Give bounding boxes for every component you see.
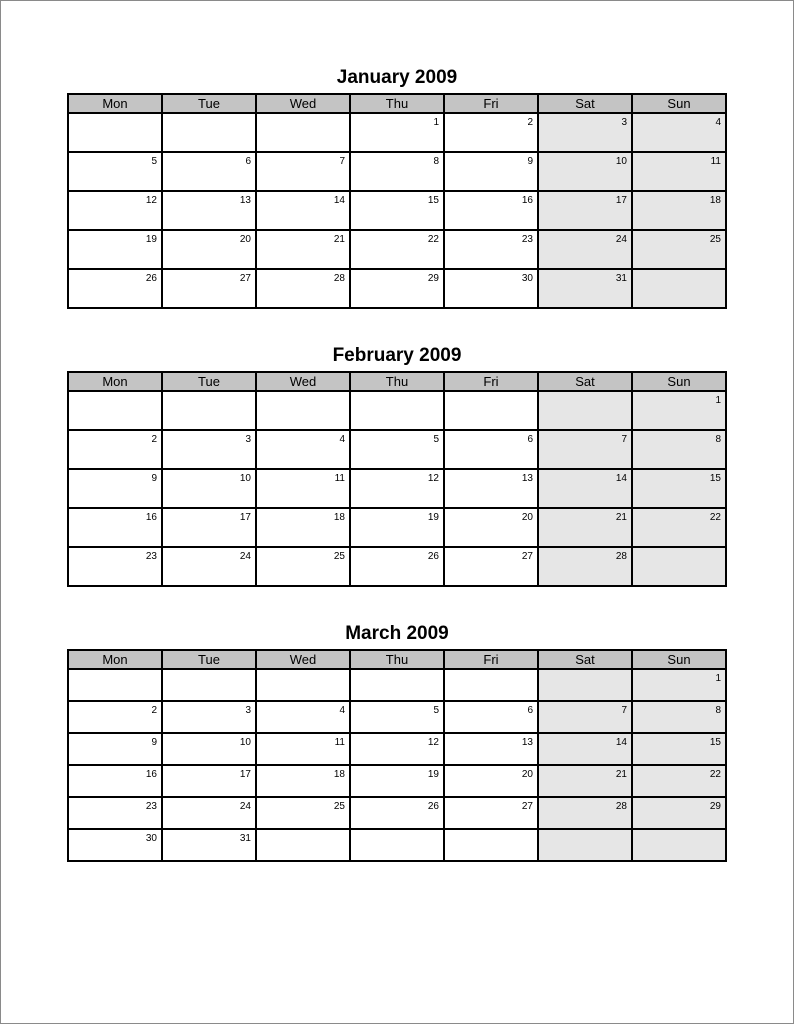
week-row bbox=[68, 230, 726, 269]
weekday-header: Tue bbox=[162, 372, 256, 391]
day-number: 24 bbox=[239, 801, 251, 812]
day-number: 17 bbox=[239, 512, 251, 523]
day-number: 12 bbox=[145, 195, 157, 206]
day-cell bbox=[256, 669, 350, 701]
week-row bbox=[68, 152, 726, 191]
day-number: 26 bbox=[427, 801, 439, 812]
day-cell bbox=[256, 508, 350, 547]
day-cell bbox=[256, 152, 350, 191]
week-row bbox=[68, 191, 726, 230]
day-number: 6 bbox=[245, 156, 251, 167]
day-cell bbox=[350, 733, 444, 765]
day-cell bbox=[256, 765, 350, 797]
day-number: 23 bbox=[145, 551, 157, 562]
day-cell bbox=[68, 269, 162, 308]
day-cell bbox=[162, 152, 256, 191]
day-number: 4 bbox=[715, 117, 721, 128]
day-cell bbox=[68, 733, 162, 765]
day-number bbox=[539, 830, 631, 833]
month-grid bbox=[67, 93, 727, 309]
day-number: 11 bbox=[334, 473, 345, 484]
day-cell bbox=[256, 733, 350, 765]
day-cell bbox=[68, 797, 162, 829]
day-number: 9 bbox=[151, 737, 157, 748]
day-number bbox=[257, 670, 349, 673]
day-number bbox=[633, 548, 725, 551]
day-cell bbox=[350, 269, 444, 308]
weekday-header: Fri bbox=[444, 94, 538, 113]
day-number: 22 bbox=[709, 512, 721, 523]
day-cell bbox=[256, 547, 350, 586]
day-cell bbox=[162, 701, 256, 733]
day-number: 3 bbox=[621, 117, 627, 128]
day-number bbox=[633, 830, 725, 833]
weekend-day-cell bbox=[632, 829, 726, 861]
week-row bbox=[68, 430, 726, 469]
weekday-header: Tue bbox=[162, 650, 256, 669]
day-number: 4 bbox=[339, 705, 345, 716]
day-number: 15 bbox=[427, 195, 439, 206]
week-row bbox=[68, 669, 726, 701]
day-number: 21 bbox=[615, 512, 627, 523]
week-row bbox=[68, 765, 726, 797]
month-title: February 2009 bbox=[332, 345, 462, 366]
day-number: 23 bbox=[521, 234, 533, 245]
day-number: 9 bbox=[151, 473, 157, 484]
day-number: 13 bbox=[239, 195, 251, 206]
weekend-day-cell bbox=[632, 269, 726, 308]
weekend-day-cell bbox=[538, 797, 632, 829]
day-number: 9 bbox=[527, 156, 533, 167]
month-title: January 2009 bbox=[336, 67, 458, 88]
weekday-header: Mon bbox=[68, 372, 162, 391]
day-number: 1 bbox=[715, 395, 721, 406]
month-grid bbox=[67, 371, 727, 587]
weekend-day-cell bbox=[632, 669, 726, 701]
day-cell bbox=[444, 391, 538, 430]
weekend-day-cell bbox=[538, 269, 632, 308]
day-cell bbox=[68, 508, 162, 547]
month-march bbox=[67, 619, 727, 862]
day-number: 16 bbox=[521, 195, 533, 206]
day-cell bbox=[256, 469, 350, 508]
day-cell bbox=[256, 191, 350, 230]
day-number bbox=[163, 670, 255, 673]
day-cell bbox=[444, 269, 538, 308]
day-number bbox=[257, 392, 349, 395]
day-cell bbox=[68, 191, 162, 230]
day-cell bbox=[350, 391, 444, 430]
day-cell bbox=[68, 669, 162, 701]
day-cell bbox=[256, 797, 350, 829]
day-cell bbox=[68, 765, 162, 797]
weekday-header-row bbox=[68, 94, 726, 113]
day-cell bbox=[162, 765, 256, 797]
day-number: 20 bbox=[239, 234, 251, 245]
day-number: 22 bbox=[427, 234, 439, 245]
weekend-day-cell bbox=[538, 191, 632, 230]
day-number bbox=[351, 392, 443, 395]
weekday-header: Sun bbox=[632, 650, 726, 669]
weekday-header: Mon bbox=[68, 94, 162, 113]
day-number: 13 bbox=[521, 737, 533, 748]
weekend-day-cell bbox=[632, 765, 726, 797]
day-number: 10 bbox=[239, 737, 251, 748]
day-cell bbox=[162, 547, 256, 586]
weekday-header: Thu bbox=[350, 372, 444, 391]
week-row bbox=[68, 733, 726, 765]
day-cell bbox=[256, 113, 350, 152]
day-number: 17 bbox=[615, 195, 627, 206]
day-cell bbox=[162, 391, 256, 430]
day-number bbox=[351, 670, 443, 673]
weekend-day-cell bbox=[538, 733, 632, 765]
day-number bbox=[257, 830, 349, 833]
weekday-header: Sat bbox=[538, 94, 632, 113]
day-cell bbox=[256, 701, 350, 733]
weekday-header: Fri bbox=[444, 372, 538, 391]
day-number bbox=[69, 392, 161, 395]
day-number bbox=[69, 114, 161, 117]
day-cell bbox=[350, 701, 444, 733]
day-cell bbox=[350, 430, 444, 469]
day-number bbox=[69, 670, 161, 673]
day-cell bbox=[162, 113, 256, 152]
day-number: 13 bbox=[521, 473, 533, 484]
weekday-header-row bbox=[68, 372, 726, 391]
day-number bbox=[257, 114, 349, 117]
weekday-header: Wed bbox=[256, 372, 350, 391]
day-cell bbox=[68, 701, 162, 733]
day-number: 25 bbox=[333, 801, 345, 812]
day-number: 7 bbox=[621, 705, 627, 716]
week-row bbox=[68, 269, 726, 308]
day-cell bbox=[350, 469, 444, 508]
day-number: 18 bbox=[709, 195, 721, 206]
day-number bbox=[163, 114, 255, 117]
day-cell bbox=[256, 269, 350, 308]
weekday-header-row bbox=[68, 650, 726, 669]
day-number: 28 bbox=[615, 551, 627, 562]
day-number: 26 bbox=[427, 551, 439, 562]
weekday-header: Thu bbox=[350, 650, 444, 669]
day-number: 8 bbox=[433, 156, 439, 167]
week-row bbox=[68, 829, 726, 861]
week-row bbox=[68, 547, 726, 586]
weekend-day-cell bbox=[538, 701, 632, 733]
week-row bbox=[68, 391, 726, 430]
day-number: 7 bbox=[621, 434, 627, 445]
weekday-header: Sat bbox=[538, 650, 632, 669]
weekday-header: Tue bbox=[162, 94, 256, 113]
day-number: 5 bbox=[151, 156, 157, 167]
day-number bbox=[163, 392, 255, 395]
day-number bbox=[633, 270, 725, 273]
day-cell bbox=[162, 230, 256, 269]
day-cell bbox=[350, 797, 444, 829]
weekend-day-cell bbox=[538, 508, 632, 547]
day-cell bbox=[256, 829, 350, 861]
weekend-day-cell bbox=[632, 113, 726, 152]
weekday-header: Sat bbox=[538, 372, 632, 391]
day-cell bbox=[444, 669, 538, 701]
day-number: 10 bbox=[615, 156, 627, 167]
day-number: 24 bbox=[239, 551, 251, 562]
day-number: 2 bbox=[151, 434, 157, 445]
month-january bbox=[67, 63, 727, 309]
weekend-day-cell bbox=[538, 669, 632, 701]
weekend-day-cell bbox=[538, 829, 632, 861]
day-cell bbox=[444, 469, 538, 508]
weekend-day-cell bbox=[632, 191, 726, 230]
day-cell bbox=[350, 113, 444, 152]
day-cell bbox=[162, 797, 256, 829]
day-number: 27 bbox=[521, 551, 533, 562]
day-cell bbox=[444, 797, 538, 829]
day-number: 7 bbox=[339, 156, 345, 167]
day-number: 12 bbox=[427, 473, 439, 484]
day-number: 31 bbox=[615, 273, 627, 284]
day-number: 16 bbox=[145, 769, 157, 780]
weekday-header: Thu bbox=[350, 94, 444, 113]
day-cell bbox=[350, 669, 444, 701]
day-number: 8 bbox=[715, 434, 721, 445]
day-number: 3 bbox=[245, 705, 251, 716]
weekend-day-cell bbox=[632, 469, 726, 508]
day-number bbox=[445, 830, 537, 833]
day-number bbox=[539, 670, 631, 673]
day-number: 28 bbox=[333, 273, 345, 284]
day-cell bbox=[256, 230, 350, 269]
weekend-day-cell bbox=[632, 547, 726, 586]
day-number: 11 bbox=[334, 737, 345, 748]
day-number: 22 bbox=[709, 769, 721, 780]
weekday-header: Mon bbox=[68, 650, 162, 669]
day-cell bbox=[444, 829, 538, 861]
day-cell bbox=[350, 191, 444, 230]
day-cell bbox=[350, 547, 444, 586]
day-cell bbox=[444, 765, 538, 797]
weekend-day-cell bbox=[632, 152, 726, 191]
day-number: 3 bbox=[245, 434, 251, 445]
day-number: 16 bbox=[145, 512, 157, 523]
day-number: 14 bbox=[615, 473, 627, 484]
day-cell bbox=[162, 508, 256, 547]
day-number: 5 bbox=[433, 434, 439, 445]
day-number: 19 bbox=[427, 769, 439, 780]
day-cell bbox=[162, 269, 256, 308]
day-number: 20 bbox=[521, 512, 533, 523]
day-number: 17 bbox=[239, 769, 251, 780]
day-number: 30 bbox=[521, 273, 533, 284]
day-cell bbox=[68, 547, 162, 586]
day-number: 19 bbox=[145, 234, 157, 245]
day-number: 14 bbox=[615, 737, 627, 748]
day-cell bbox=[444, 508, 538, 547]
month-title: March 2009 bbox=[345, 623, 449, 644]
day-cell bbox=[68, 829, 162, 861]
day-cell bbox=[68, 430, 162, 469]
weekend-day-cell bbox=[538, 430, 632, 469]
day-number: 6 bbox=[527, 705, 533, 716]
weekend-day-cell bbox=[632, 391, 726, 430]
weekend-day-cell bbox=[632, 733, 726, 765]
day-cell bbox=[68, 469, 162, 508]
day-number: 1 bbox=[715, 673, 721, 684]
month-february bbox=[67, 341, 727, 587]
day-number bbox=[445, 670, 537, 673]
day-number: 21 bbox=[333, 234, 345, 245]
weekend-day-cell bbox=[632, 430, 726, 469]
month-grid bbox=[67, 649, 727, 862]
day-cell bbox=[444, 430, 538, 469]
day-cell bbox=[350, 508, 444, 547]
weekend-day-cell bbox=[538, 152, 632, 191]
day-cell bbox=[162, 191, 256, 230]
day-cell bbox=[350, 765, 444, 797]
day-cell bbox=[162, 733, 256, 765]
weekday-header: Wed bbox=[256, 94, 350, 113]
day-number: 31 bbox=[239, 833, 251, 844]
weekend-day-cell bbox=[632, 701, 726, 733]
weekend-day-cell bbox=[538, 547, 632, 586]
day-cell bbox=[162, 669, 256, 701]
day-number: 20 bbox=[521, 769, 533, 780]
weekend-day-cell bbox=[538, 765, 632, 797]
day-number bbox=[351, 830, 443, 833]
day-number: 14 bbox=[333, 195, 345, 206]
day-cell bbox=[68, 113, 162, 152]
day-number: 27 bbox=[521, 801, 533, 812]
day-cell bbox=[350, 230, 444, 269]
weekday-header: Sun bbox=[632, 372, 726, 391]
day-number: 12 bbox=[427, 737, 439, 748]
weekday-header: Fri bbox=[444, 650, 538, 669]
weekday-header: Wed bbox=[256, 650, 350, 669]
day-number: 1 bbox=[433, 117, 439, 128]
weekend-day-cell bbox=[632, 508, 726, 547]
weekend-day-cell bbox=[538, 113, 632, 152]
day-number: 15 bbox=[709, 737, 721, 748]
weekend-day-cell bbox=[538, 469, 632, 508]
day-cell bbox=[350, 152, 444, 191]
day-cell bbox=[444, 547, 538, 586]
day-number: 18 bbox=[333, 769, 345, 780]
day-cell bbox=[444, 152, 538, 191]
day-number: 2 bbox=[527, 117, 533, 128]
day-number: 27 bbox=[239, 273, 251, 284]
day-number: 29 bbox=[709, 801, 721, 812]
day-number: 6 bbox=[527, 434, 533, 445]
day-cell bbox=[444, 733, 538, 765]
week-row bbox=[68, 113, 726, 152]
weekday-header: Sun bbox=[632, 94, 726, 113]
day-number: 21 bbox=[615, 769, 627, 780]
day-cell bbox=[68, 391, 162, 430]
weekend-day-cell bbox=[538, 391, 632, 430]
day-number: 26 bbox=[145, 273, 157, 284]
day-number: 8 bbox=[715, 705, 721, 716]
day-number: 19 bbox=[427, 512, 439, 523]
week-row bbox=[68, 508, 726, 547]
day-number: 24 bbox=[615, 234, 627, 245]
day-cell bbox=[162, 469, 256, 508]
day-number: 25 bbox=[333, 551, 345, 562]
weekend-day-cell bbox=[632, 230, 726, 269]
day-number: 30 bbox=[145, 833, 157, 844]
day-number: 29 bbox=[427, 273, 439, 284]
day-cell bbox=[444, 701, 538, 733]
day-cell bbox=[444, 230, 538, 269]
weekend-day-cell bbox=[632, 797, 726, 829]
day-cell bbox=[444, 113, 538, 152]
week-row bbox=[68, 797, 726, 829]
day-number: 4 bbox=[339, 434, 345, 445]
day-number: 25 bbox=[709, 234, 721, 245]
day-cell bbox=[162, 430, 256, 469]
day-number: 11 bbox=[710, 156, 721, 167]
day-number: 10 bbox=[239, 473, 251, 484]
weekend-day-cell bbox=[538, 230, 632, 269]
week-row bbox=[68, 701, 726, 733]
day-cell bbox=[256, 430, 350, 469]
day-cell bbox=[162, 829, 256, 861]
week-row bbox=[68, 469, 726, 508]
day-number bbox=[539, 392, 631, 395]
day-number bbox=[445, 392, 537, 395]
day-number: 15 bbox=[709, 473, 721, 484]
day-cell bbox=[256, 391, 350, 430]
day-number: 28 bbox=[615, 801, 627, 812]
day-cell bbox=[68, 230, 162, 269]
day-cell bbox=[350, 829, 444, 861]
day-cell bbox=[68, 152, 162, 191]
day-number: 5 bbox=[433, 705, 439, 716]
day-number: 2 bbox=[151, 705, 157, 716]
day-number: 23 bbox=[145, 801, 157, 812]
day-cell bbox=[444, 191, 538, 230]
day-number: 18 bbox=[333, 512, 345, 523]
